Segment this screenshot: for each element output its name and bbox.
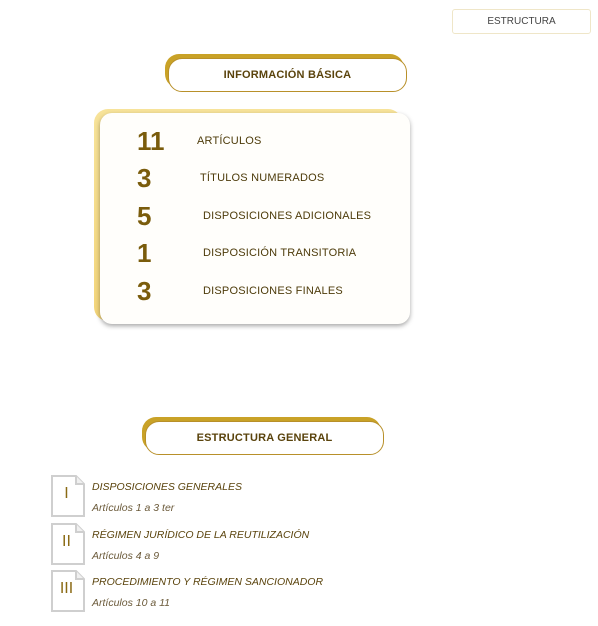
stat-value: 3 (137, 163, 152, 193)
stat-row-adicionales (100, 201, 410, 231)
stat-label: TÍTULOS NUMERADOS (200, 172, 325, 184)
stat-label: DISPOSICIONES ADICIONALES (203, 210, 372, 222)
structure-item-title-3[interactable] (50, 570, 350, 614)
structure-item-articles: Artículos 1 a 3 ter (92, 502, 175, 514)
document-icon (50, 475, 85, 517)
title-numeral: I (64, 485, 69, 502)
stat-row-articulos (100, 126, 410, 156)
estructura-general-header: ESTRUCTURA GENERAL (145, 421, 384, 455)
stat-value: 11 (137, 126, 165, 156)
structure-item-title: RÉGIMEN JURÍDICO DE LA REUTILIZACIÓN (92, 529, 310, 541)
structure-item-title: PROCEDIMIENTO Y RÉGIMEN SANCIONADOR (92, 576, 324, 588)
stat-value: 5 (137, 201, 152, 231)
stat-value: 3 (137, 276, 152, 306)
document-icon (50, 523, 85, 565)
stat-value: 1 (137, 238, 152, 268)
structure-item-articles: Artículos 10 a 11 (92, 597, 171, 609)
tab-estructura[interactable]: ESTRUCTURA (452, 9, 591, 34)
stat-row-transitoria (100, 238, 410, 268)
structure-item-title: DISPOSICIONES GENERALES (92, 481, 242, 493)
stat-row-finales (100, 276, 410, 306)
info-basica-header: INFORMACIÓN BÁSICA (168, 58, 407, 92)
title-numeral: III (59, 580, 74, 597)
stat-label: ARTÍCULOS (197, 135, 262, 147)
structure-item-title-2[interactable] (50, 523, 350, 567)
title-numeral: II (62, 533, 71, 550)
stat-row-titulos (100, 163, 410, 193)
structure-item-title-1[interactable] (50, 475, 350, 519)
structure-item-articles: Artículos 4 a 9 (92, 550, 160, 562)
stat-label: DISPOSICIONES FINALES (203, 285, 343, 297)
stat-label: DISPOSICIÓN TRANSITORIA (203, 247, 357, 259)
document-icon (50, 570, 85, 612)
stats-card (100, 113, 410, 324)
